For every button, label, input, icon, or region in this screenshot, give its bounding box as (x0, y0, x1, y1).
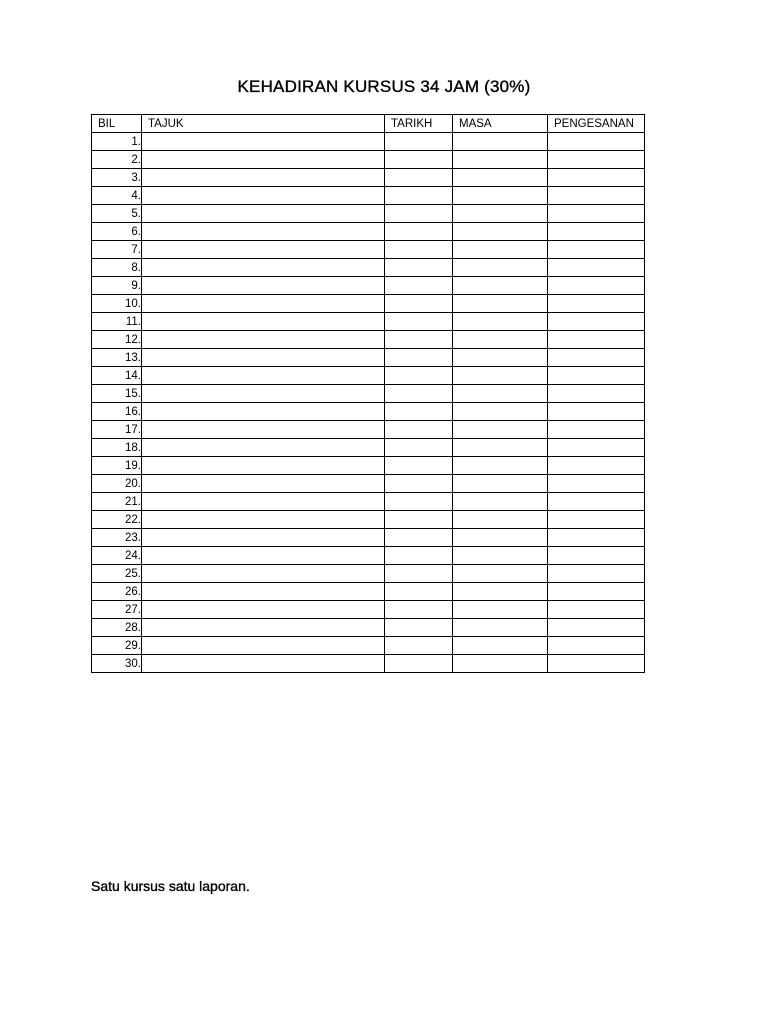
row-number: 4. (92, 187, 142, 205)
tarikh-cell[interactable] (385, 277, 453, 295)
tajuk-cell[interactable] (142, 565, 385, 583)
tarikh-cell[interactable] (385, 511, 453, 529)
masa-cell[interactable] (453, 619, 548, 637)
row-number: 23. (92, 529, 142, 547)
row-number: 9. (92, 277, 142, 295)
masa-cell[interactable] (453, 493, 548, 511)
masa-cell[interactable] (453, 169, 548, 187)
masa-cell[interactable] (453, 277, 548, 295)
table-row (92, 601, 645, 619)
tarikh-cell[interactable] (385, 331, 453, 349)
table-row (92, 529, 645, 547)
masa-cell[interactable] (453, 223, 548, 241)
row-number: 6. (92, 223, 142, 241)
pengesanan-cell[interactable] (548, 349, 645, 367)
table-body (92, 133, 645, 673)
table-row (92, 223, 645, 241)
table-row (92, 637, 645, 655)
masa-cell[interactable] (453, 205, 548, 223)
table-row (92, 331, 645, 349)
row-number: 12. (92, 331, 142, 349)
row-number: 13. (92, 349, 142, 367)
row-number: 11. (92, 313, 142, 331)
table-row (92, 565, 645, 583)
table-row (92, 403, 645, 421)
tarikh-cell[interactable] (385, 547, 453, 565)
masa-cell[interactable] (453, 331, 548, 349)
table-row (92, 313, 645, 331)
pengesanan-cell[interactable] (548, 295, 645, 313)
pengesanan-cell[interactable] (548, 493, 645, 511)
tajuk-cell[interactable] (142, 439, 385, 457)
pengesanan-cell[interactable] (548, 475, 645, 493)
masa-cell[interactable] (453, 475, 548, 493)
header-tarikh: TARIKH (385, 115, 453, 133)
tajuk-cell[interactable] (142, 385, 385, 403)
tarikh-cell[interactable] (385, 403, 453, 421)
row-number: 18. (92, 439, 142, 457)
tajuk-cell[interactable] (142, 511, 385, 529)
pengesanan-cell[interactable] (548, 367, 645, 385)
tajuk-cell[interactable] (142, 421, 385, 439)
tajuk-cell[interactable] (142, 367, 385, 385)
tarikh-cell[interactable] (385, 385, 453, 403)
tajuk-cell[interactable] (142, 223, 385, 241)
pengesanan-cell[interactable] (548, 619, 645, 637)
table-row (92, 385, 645, 403)
tarikh-cell[interactable] (385, 151, 453, 169)
table-row (92, 349, 645, 367)
row-number: 30. (92, 655, 142, 673)
pengesanan-cell[interactable] (548, 457, 645, 475)
tajuk-cell[interactable] (142, 295, 385, 313)
pengesanan-cell[interactable] (548, 601, 645, 619)
tarikh-cell[interactable] (385, 133, 453, 151)
table-row (92, 439, 645, 457)
row-number: 29. (92, 637, 142, 655)
tajuk-cell[interactable] (142, 529, 385, 547)
pengesanan-cell[interactable] (548, 439, 645, 457)
tajuk-cell[interactable] (142, 313, 385, 331)
pengesanan-cell[interactable] (548, 205, 645, 223)
pengesanan-cell[interactable] (548, 421, 645, 439)
tajuk-cell[interactable] (142, 547, 385, 565)
tarikh-cell[interactable] (385, 475, 453, 493)
tajuk-cell[interactable] (142, 601, 385, 619)
masa-cell[interactable] (453, 259, 548, 277)
masa-cell[interactable] (453, 241, 548, 259)
header-pengesanan: PENGESANAN (548, 115, 645, 133)
header-tajuk: TAJUK (142, 115, 385, 133)
tarikh-cell[interactable] (385, 169, 453, 187)
tarikh-cell[interactable] (385, 367, 453, 385)
tarikh-cell[interactable] (385, 529, 453, 547)
tarikh-cell[interactable] (385, 313, 453, 331)
pengesanan-cell[interactable] (548, 655, 645, 673)
tajuk-cell[interactable] (142, 403, 385, 421)
table-row (92, 169, 645, 187)
pengesanan-cell[interactable] (548, 511, 645, 529)
table-row (92, 547, 645, 565)
pengesanan-cell[interactable] (548, 403, 645, 421)
masa-cell[interactable] (453, 187, 548, 205)
masa-cell[interactable] (453, 133, 548, 151)
tajuk-cell[interactable] (142, 493, 385, 511)
table-row (92, 259, 645, 277)
masa-cell[interactable] (453, 349, 548, 367)
tarikh-cell[interactable] (385, 187, 453, 205)
tarikh-cell[interactable] (385, 349, 453, 367)
row-number: 27. (92, 601, 142, 619)
masa-cell[interactable] (453, 601, 548, 619)
tajuk-cell[interactable] (142, 241, 385, 259)
row-number: 26. (92, 583, 142, 601)
table-row (92, 457, 645, 475)
masa-cell[interactable] (453, 151, 548, 169)
tajuk-cell[interactable] (142, 277, 385, 295)
attendance-table (91, 114, 645, 673)
masa-cell[interactable] (453, 529, 548, 547)
masa-cell[interactable] (453, 439, 548, 457)
table-row (92, 421, 645, 439)
tajuk-cell[interactable] (142, 457, 385, 475)
tarikh-cell[interactable] (385, 259, 453, 277)
tajuk-cell[interactable] (142, 475, 385, 493)
tarikh-cell[interactable] (385, 601, 453, 619)
row-number: 3. (92, 169, 142, 187)
page-title: KEHADIRAN KURSUS 34 JAM (30%) (237, 77, 531, 96)
table-row (92, 493, 645, 511)
tajuk-cell[interactable] (142, 187, 385, 205)
pengesanan-cell[interactable] (548, 223, 645, 241)
table-row (92, 619, 645, 637)
row-number: 28. (92, 619, 142, 637)
table-row (92, 367, 645, 385)
tarikh-cell[interactable] (385, 655, 453, 673)
tarikh-cell[interactable] (385, 205, 453, 223)
tajuk-cell[interactable] (142, 331, 385, 349)
table-header-row (92, 115, 645, 133)
masa-cell[interactable] (453, 385, 548, 403)
tarikh-cell[interactable] (385, 619, 453, 637)
tarikh-cell[interactable] (385, 493, 453, 511)
table-row (92, 295, 645, 313)
tarikh-cell[interactable] (385, 241, 453, 259)
tajuk-cell[interactable] (142, 583, 385, 601)
header-bil: BIL (92, 115, 142, 133)
pengesanan-cell[interactable] (548, 169, 645, 187)
table-row (92, 187, 645, 205)
row-number: 19. (92, 457, 142, 475)
pengesanan-cell[interactable] (548, 313, 645, 331)
row-number: 8. (92, 259, 142, 277)
row-number: 2. (92, 151, 142, 169)
table-row (92, 511, 645, 529)
tajuk-cell[interactable] (142, 349, 385, 367)
row-number: 16. (92, 403, 142, 421)
tarikh-cell[interactable] (385, 583, 453, 601)
row-number: 21. (92, 493, 142, 511)
pengesanan-cell[interactable] (548, 331, 645, 349)
tajuk-cell[interactable] (142, 637, 385, 655)
row-number: 22. (92, 511, 142, 529)
table-row (92, 241, 645, 259)
row-number: 14. (92, 367, 142, 385)
pengesanan-cell[interactable] (548, 565, 645, 583)
pengesanan-cell[interactable] (548, 529, 645, 547)
tarikh-cell[interactable] (385, 295, 453, 313)
tajuk-cell[interactable] (142, 619, 385, 637)
row-number: 1. (92, 133, 142, 151)
row-number: 5. (92, 205, 142, 223)
row-number: 7. (92, 241, 142, 259)
row-number: 20. (92, 475, 142, 493)
table-row (92, 583, 645, 601)
footer-note: Satu kursus satu laporan. (91, 878, 250, 894)
pengesanan-cell[interactable] (548, 277, 645, 295)
masa-cell[interactable] (453, 565, 548, 583)
masa-cell[interactable] (453, 637, 548, 655)
masa-cell[interactable] (453, 547, 548, 565)
tajuk-cell[interactable] (142, 205, 385, 223)
table-row (92, 475, 645, 493)
masa-cell[interactable] (453, 511, 548, 529)
pengesanan-cell[interactable] (548, 547, 645, 565)
table-row (92, 151, 645, 169)
tarikh-cell[interactable] (385, 565, 453, 583)
masa-cell[interactable] (453, 583, 548, 601)
masa-cell[interactable] (453, 313, 548, 331)
masa-cell[interactable] (453, 655, 548, 673)
masa-cell[interactable] (453, 367, 548, 385)
tajuk-cell[interactable] (142, 655, 385, 673)
tarikh-cell[interactable] (385, 439, 453, 457)
tajuk-cell[interactable] (142, 259, 385, 277)
row-number: 10. (92, 295, 142, 313)
pengesanan-cell[interactable] (548, 259, 645, 277)
table-row (92, 205, 645, 223)
pengesanan-cell[interactable] (548, 151, 645, 169)
masa-cell[interactable] (453, 457, 548, 475)
tarikh-cell[interactable] (385, 637, 453, 655)
tarikh-cell[interactable] (385, 421, 453, 439)
pengesanan-cell[interactable] (548, 385, 645, 403)
tarikh-cell[interactable] (385, 223, 453, 241)
row-number: 24. (92, 547, 142, 565)
row-number: 15. (92, 385, 142, 403)
table-row (92, 277, 645, 295)
tajuk-cell[interactable] (142, 169, 385, 187)
table-row (92, 133, 645, 151)
masa-cell[interactable] (453, 421, 548, 439)
pengesanan-cell[interactable] (548, 187, 645, 205)
tajuk-cell[interactable] (142, 151, 385, 169)
header-masa: MASA (453, 115, 548, 133)
pengesanan-cell[interactable] (548, 583, 645, 601)
pengesanan-cell[interactable] (548, 241, 645, 259)
table-row (92, 655, 645, 673)
tajuk-cell[interactable] (142, 133, 385, 151)
pengesanan-cell[interactable] (548, 133, 645, 151)
masa-cell[interactable] (453, 403, 548, 421)
row-number: 25. (92, 565, 142, 583)
pengesanan-cell[interactable] (548, 637, 645, 655)
tarikh-cell[interactable] (385, 457, 453, 475)
masa-cell[interactable] (453, 295, 548, 313)
row-number: 17. (92, 421, 142, 439)
